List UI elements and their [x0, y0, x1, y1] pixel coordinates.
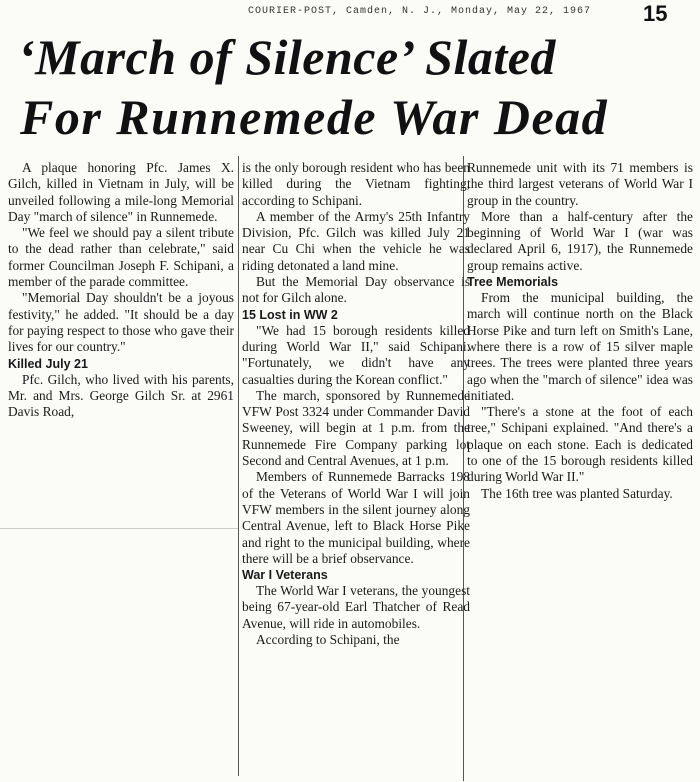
paragraph: According to Schipani, the: [256, 632, 400, 648]
column-2: [242, 160, 470, 648]
column-1: [8, 160, 234, 420]
paragraph: But the Memorial Day observance is not for Gilch alone.: [242, 274, 470, 306]
subheading: Killed July 21: [8, 356, 88, 371]
subheading: War I Veterans: [242, 568, 328, 583]
column-rule: [238, 156, 239, 776]
paragraph: "There's a stone at the foot of each tree," Schipani explained. "And there's a plaque on each stone. Each is dedicated to one of the 15 borough residents killed during World War II.": [467, 404, 693, 485]
paragraph: The World War I veterans, the youngest being 67-year-old Earl Thatcher of Read Avenue, will ride in automobiles.: [242, 583, 470, 631]
paragraph: Members of Runnemede Barracks 198 of the Veterans of World War I will join VFW members in the silent journey along Central Avenue, left to Black Horse Pike and right to the municipal building, where there will be a brief observance.: [242, 469, 470, 566]
paragraph: A member of the Army's 25th Infantry Division, Pfc. Gilch was killed July 21 near Cu Chi when the vehicle he was riding detonated a land mine.: [242, 208, 470, 273]
paragraph: Runnemede unit with its 71 members is the third largest veterans of World War I group in the country.: [467, 160, 693, 208]
paragraph: "Memorial Day shouldn't be a joyous festivity," he added. "It should be a day for paying respect to those who gave their lives for our country.": [8, 290, 234, 355]
subheading: Tree Memorials: [467, 275, 559, 290]
paragraph: From the municipal building, the march will continue north on the Black Horse Pike and turn left on Smith's Lane, where there is a row of 15 silver maple trees. The trees were planted three years ago when the "march of silence" idea was initiated.: [467, 290, 693, 403]
dateline: COURIER-POST, Camden, N. J., Monday, May 22, 1967: [248, 6, 592, 17]
paragraph: The 16th tree was planted Saturday.: [481, 485, 673, 501]
clipping-edge: [0, 528, 238, 529]
paragraph: The march, sponsored by Runnemede VFW Post 3324 under Commander David Sweeney, will begin at 1 p.m. from the Runnemede Fire Company parking lot Second and Central Avenues, at 1 p.m.: [242, 387, 470, 469]
column-3: [467, 160, 693, 502]
paragraph: is the only borough resident who has been killed during the Vietnam fighting, according to Schipani.: [242, 160, 470, 208]
paragraph: "We had 15 borough residents killed during World War II," said Schipani. "Fortunately, we didn't have any casualties during the Korean conflict.": [242, 322, 470, 387]
paragraph: A plaque honoring Pfc. James X. Gilch, killed in Vietnam in July, will be unveiled following a mile-long Memorial Day "march of silence" in Runnemede.: [8, 160, 234, 224]
headline-line-1: ‘March of Silence’ Slated: [18, 29, 556, 85]
subheading: 15 Lost in WW 2: [242, 307, 338, 322]
paragraph: Pfc. Gilch, who lived with his parents, Mr. and Mrs. George Gilch Sr. at 2961 Davis Road,: [8, 371, 234, 420]
paragraph: More than a half-century after the beginning of World War I (war was declared April 6, 1917), the Runnemede group remains active.: [467, 208, 693, 273]
paragraph: "We feel we should pay a silent tribute to the dead rather than celebrate," said former Councilman Joseph F. Schipani, a member of the parade committee.: [8, 225, 234, 290]
page-number: 15: [643, 1, 668, 26]
headline-line-2: For Runnemede War Dead: [20, 89, 609, 145]
